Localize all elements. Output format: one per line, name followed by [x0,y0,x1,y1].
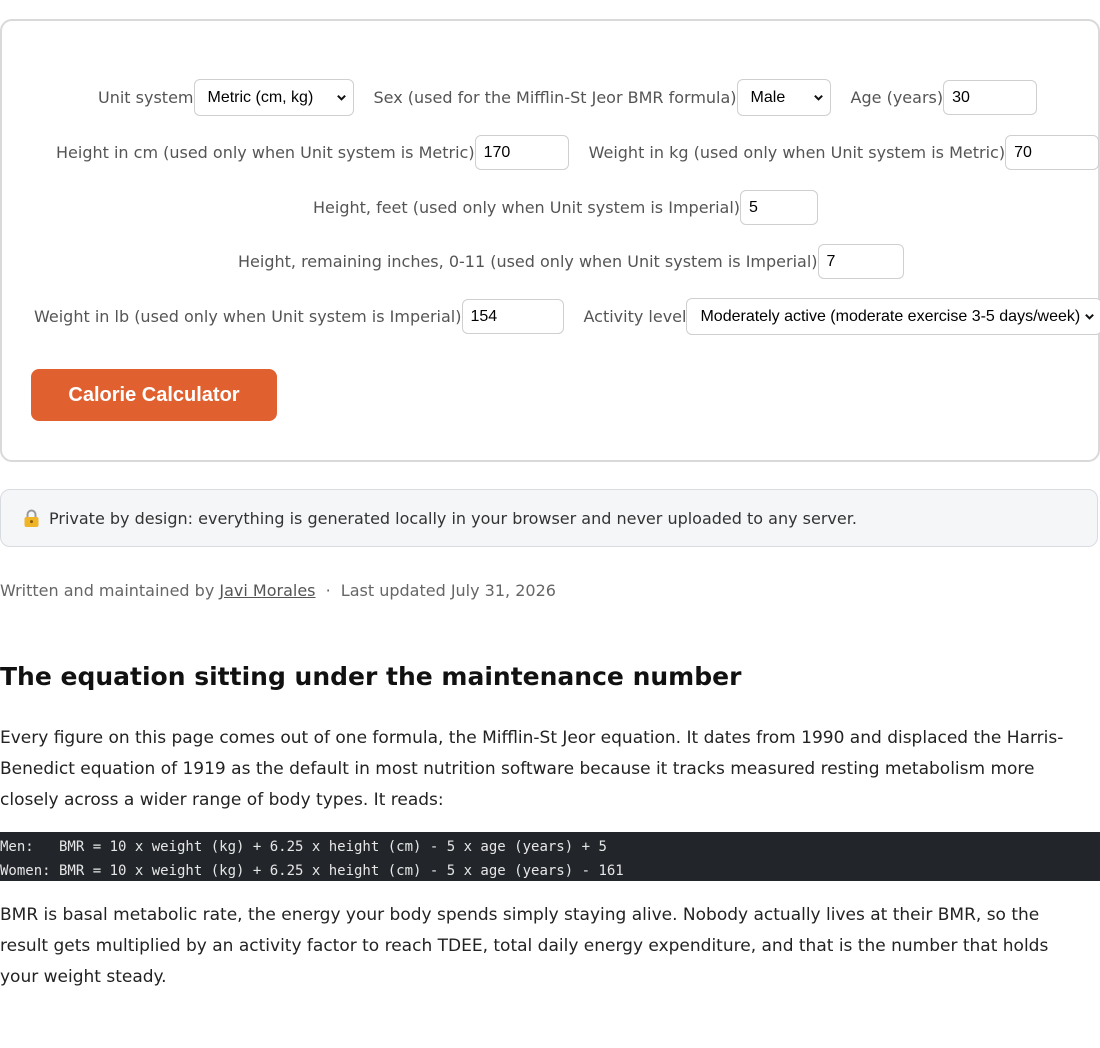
formula-men: Men: BMR = 10 x weight (kg) + 6.25 x height (cm) - 5 x age (years) + 5 [0,839,607,855]
calorie-calculator-button[interactable]: Calorie Calculator [31,369,277,421]
weight-kg-input[interactable]: 70 [1005,135,1099,170]
form-row-4 [238,244,904,279]
height-in-input[interactable]: 7 [818,244,904,279]
byline [0,581,556,600]
author-link[interactable]: Javi Morales [219,581,316,600]
unit-system-label: Unit system [98,88,194,107]
sex-label: Sex (used for the Mifflin-St Jeor BMR formula) [373,88,737,107]
height-ft-input[interactable]: 5 [740,190,818,225]
form-row-2 [56,135,1099,170]
form-row-1 [98,79,1037,116]
activity-level-label: Activity level [583,307,687,326]
height-ft-label: Height, feet (used only when Unit system is Imperial) [313,198,741,217]
unit-system-select[interactable] [194,79,354,116]
unit-system-value: Metric (cm, kg) [207,88,314,106]
chevron-down-icon [813,92,824,103]
privacy-text: Private by design: everything is generated locally in your browser and never uploaded to any server. [49,508,857,528]
form-row-5 [34,298,1100,335]
sex-select[interactable] [737,79,831,116]
article-paragraph-1: Every figure on this page comes out of one formula, the Mifflin-St Jeor equation. It dates from 1990 and displaced the Harris-Benedict equation of 1919 as the default in most nutrition software because it tracks measured resting metabolism more closely across a wider range of body types. It reads: [0,728,1064,810]
byline-separator: · [325,581,331,600]
formula-women: Women: BMR = 10 x weight (kg) + 6.25 x height (cm) - 5 x age (years) - 161 [0,863,624,879]
formula-code-block [0,832,1100,881]
height-in-label: Height, remaining inches, 0-11 (used only when Unit system is Imperial) [238,252,818,271]
privacy-notice [0,489,1098,547]
activity-level-select[interactable] [686,298,1100,335]
chevron-down-icon [1084,311,1095,322]
lock-icon [23,509,40,528]
height-cm-input[interactable]: 170 [475,135,569,170]
byline-prefix: Written and maintained by [0,581,215,600]
weight-lb-label: Weight in lb (used only when Unit system is Imperial) [34,307,462,326]
chevron-down-icon [336,92,347,103]
height-cm-label: Height in cm (used only when Unit system is Metric) [56,143,475,162]
section-heading: The equation sitting under the maintenance number [0,662,742,691]
calculator-form [0,19,1100,462]
weight-kg-label: Weight in kg (used only when Unit system is Metric) [588,143,1006,162]
last-updated: Last updated July 31, 2026 [340,581,556,600]
weight-lb-input[interactable]: 154 [462,299,564,334]
sex-value: Male [750,88,786,106]
age-label: Age (years) [850,88,944,107]
age-input[interactable]: 30 [943,80,1037,115]
form-row-3 [313,190,818,225]
activity-level-value: Moderately active (moderate exercise 3-5 days/week) [700,307,1081,325]
article-paragraph-2: BMR is basal metabolic rate, the energy your body spends simply staying alive. Nobody actually lives at their BMR, so the result gets multiplied by an activity factor to reach TDEE, total daily energy expenditure, and that is the number that holds your weight steady. [0,905,1049,987]
